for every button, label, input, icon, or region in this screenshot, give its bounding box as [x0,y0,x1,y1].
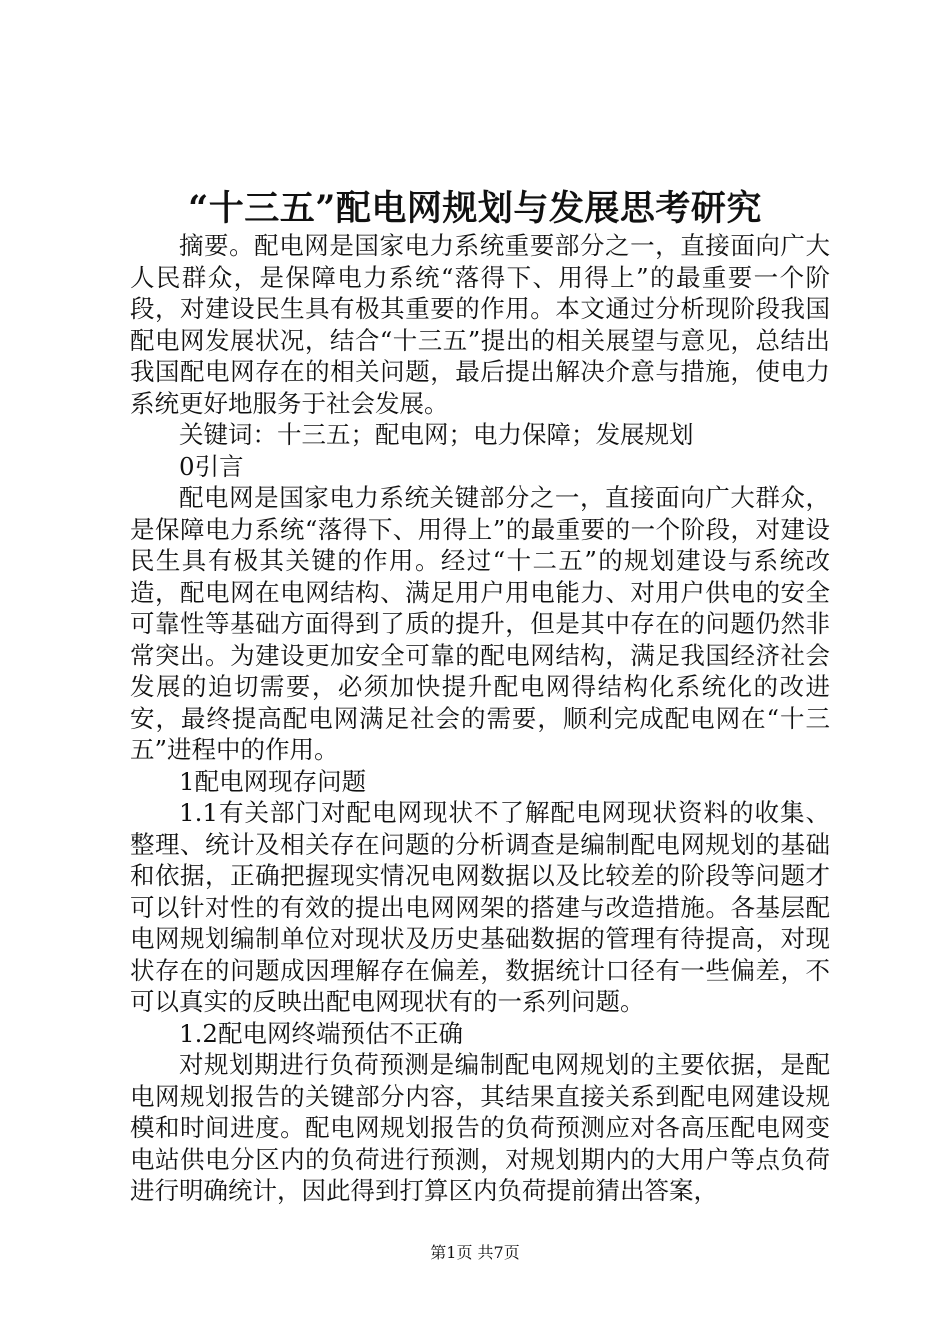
document-title: “十三五”配电网规划与发展思考研究 [188,188,762,229]
subsection-1-2-paragraph: 对规划期进行负荷预测是编制配电网规划的主要依据，是配电网规划报告的关键部分内容，其结果直接关系到配电网建设规模和时间进度。配电网规划报告的负荷预测应对各高压配电网变电站供电分区内的负荷进行预测，对规划期内的大用户等点负荷进行明确统计，因此得到打算区内负荷提前猜出答案， [130,1050,830,1205]
abstract-paragraph: 摘要。配电网是国家电力系统重要部分之一，直接面向广大人民群众，是保障电力系统“落得下、用得上”的最重要一个阶段，对建设民生具有极其重要的作用。本文通过分析现阶段我国配电网发展状况，结合“十三五”提出的相关展望与意见，总结出我国配电网存在的相关问题，最后提出解决介意与措施，使电力系统更好地服务于社会发展。 [130,231,830,418]
introduction-paragraph: 配电网是国家电力系统关键部分之一，直接面向广大群众，是保障电力系统“落得下、用得上”的最重要的一个阶段，对建设民生具有极其关键的作用。经过“十二五”的规划建设与系统改造，配电网在电网结构、满足用户用电能力、对用户供电的安全可靠性等基础方面得到了质的提升，但是其中存在的问题仍然非常突出。为建设更加安全可靠的配电网结构，满足我国经济社会发展的迫切需要，必须加快提升配电网得结构化系统化的改进安，最终提高配电网满足社会的需要，顺利完成配电网在“十三五”进程中的作用。 [130,483,830,764]
section-heading-problems: 1配电网现存问题 [179,766,367,796]
section-heading-introduction: 0引言 [179,451,244,481]
keywords-paragraph: 关键词：十三五；配电网；电力保障；发展规划 [179,420,694,449]
subsection-1-1-paragraph: 1.1有关部门对配电网现状不了解配电网现状资料的收集、整理、统计及相关存在问题的分析调查是编制配电网规划的基础和依据，正确把握现实情况电网数据以及比较差的阶段等问题才可以针对性的有效的提出电网网架的搭建与改造措施。各基层配电网规划编制单位对现状及历史基础数据的管理有待提高，对现状存在的问题成因理解存在偏差，数据统计口径有一些偏差，不可以真实的反映出配电网现状有的一系列问题。 [130,798,830,1016]
document-body [130,230,830,1207]
page-footer: 第1页 共7页 [430,1243,520,1262]
subsection-heading-1-2: 1.2配电网终端预估不正确 [179,1018,463,1048]
